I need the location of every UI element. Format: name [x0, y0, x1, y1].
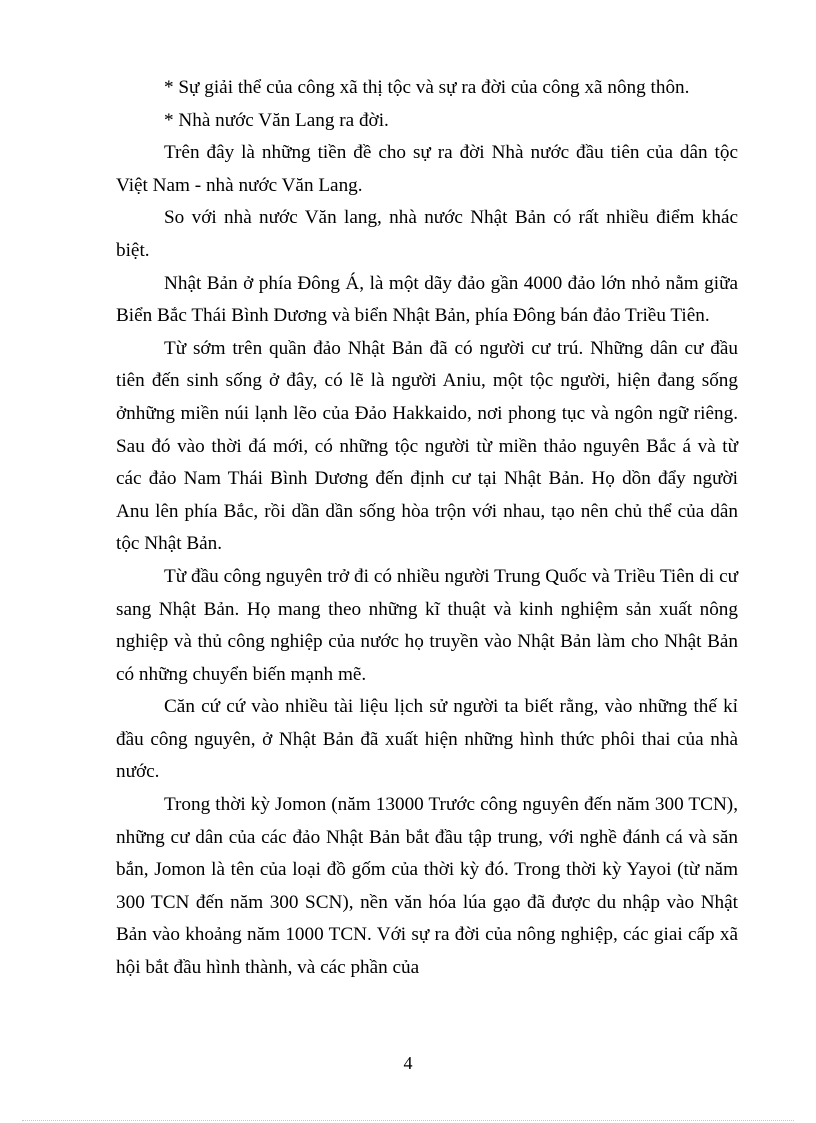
page-number: 4	[403, 1053, 413, 1073]
paragraph-9: Trong thời kỳ Jomon (năm 13000 Trước công nguyên đến năm 300 TCN), những cư dân của các đảo Nhật Bản bắt đầu tập trung, với nghề đánh cá và săn bắn, Jomon là tên của loại đồ gốm của thời kỳ đó. Trong thời kỳ Yayoi (từ năm 300 TCN đến năm 300 SCN), nền văn hóa lúa gạo đã được du nhập vào Nhật Bản vào khoảng năm 1000 TCN. Với sự ra đời của nông nghiệp, các giai cấp xã hội bắt đầu hình thành, và các phần của	[116, 794, 738, 979]
document-body	[116, 72, 738, 985]
paragraph-7: Từ đầu công nguyên trở đi có nhiều người Trung Quốc và Triều Tiên di cư sang Nhật Bản. Họ mang theo những kĩ thuật và kinh nghiệm sản xuất nông nghiệp và thủ công nghiệp của nước họ truyền vào Nhật Bản làm cho Nhật Bản có những chuyển biến mạnh mẽ.	[116, 565, 738, 685]
paragraph-5: Nhật Bản ở phía Đông Á, là một dãy đảo gần 4000 đảo lớn nhỏ nằm giữa Biển Bắc Thái Bình Dương và biển Nhật Bản, phía Đông bán đảo Triều Tiên.	[116, 272, 738, 327]
paragraph-3: Trên đây là những tiền đề cho sự ra đời Nhà nước đầu tiên của dân tộc Việt Nam - nhà nước Văn Lang.	[116, 142, 738, 196]
paragraph-6: Từ sớm trên quần đảo Nhật Bản đã có người cư trú. Những dân cư đầu tiên đến sinh sống ở đây, có lẽ là người Aniu, một tộc người, hiện đang sống ởnhững miền núi lạnh lẽo của Đảo Hakkaido, nơi phong tục và ngôn ngữ riêng. Sau đó vào thời đá mới, có những tộc người từ miền thảo nguyên Bắc á và từ các đảo Nam Thái Bình Dương đến định cư tại Nhật Bản. Họ dồn đẩy người Anu lên phía Bắc, rồi dần dần sống hòa trộn với nhau, tạo nên chủ thể của dân tộc Nhật Bản.	[116, 337, 738, 555]
footer-divider	[22, 1120, 794, 1121]
paragraph-8: Căn cứ cứ vào nhiều tài liệu lịch sử người ta biết rằng, vào những thế kỉ đầu công nguyên, ở Nhật Bản đã xuất hiện những hình thức phôi thai của nhà nước.	[116, 696, 738, 783]
paragraph-2: * Nhà nước Văn Lang ra đời.	[164, 109, 389, 131]
paragraph-1: * Sự giải thể của công xã thị tộc và sự ra đời của công xã nông thôn.	[164, 77, 690, 98]
paragraph-4: So với nhà nước Văn lang, nhà nước Nhật Bản có rất nhiều điểm khác biệt.	[116, 207, 738, 261]
